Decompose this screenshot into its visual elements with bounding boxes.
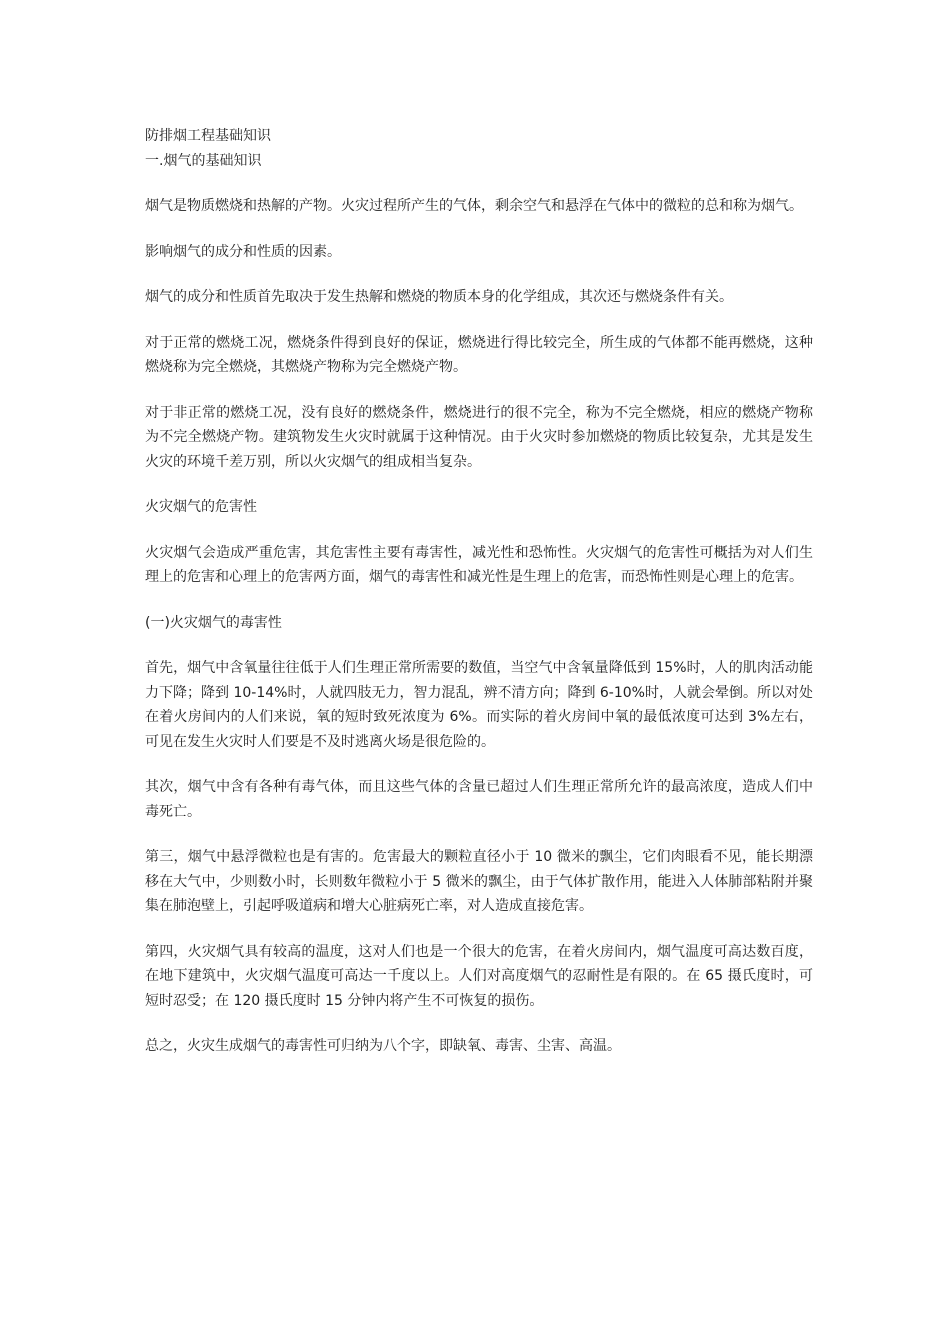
document-page: [145, 124, 813, 1080]
paragraph-oxygen-deficiency: 首先，烟气中含氧量往往低于人们生理正常所需要的数值，当空气中含氧量降低到 15%时，人的肌肉活动能力下降；降到 10-14%时，人就四肢无力，智力混乱，辨不清方向；降到 6-10%时，人就会晕倒。所以对处在着火房间内的人们来说，氧的短时致死浓度为 6%。而实际的着火房间中氧的最低浓度可达到 3%左右，可见在发生火灾时人们要是不及时逃离火场是很危险的。: [145, 660, 813, 750]
paragraph-toxic-gases: 其次，烟气中含有各种有毒气体，而且这些气体的含量已超过人们生理正常所允许的最高浓度，造成人们中毒死亡。: [145, 779, 813, 820]
document-header: [145, 124, 813, 173]
section-heading: 一.烟气的基础知识: [145, 152, 262, 169]
paragraph-influencing-factors: 影响烟气的成分和性质的因素。: [145, 243, 341, 260]
paragraph-particulates: 第三，烟气中悬浮微粒也是有害的。危害最大的颗粒直径小于 10 微米的飘尘，它们肉眼看不见，能长期漂移在大气中，少则数小时，长则数年微粒小于 5 微米的飘尘，由于气体扩散作用，能进入人体肺部粘附并聚集在肺泡壁上，引起呼吸道病和增大心脏病死亡率，对人造成直接危害。: [145, 849, 813, 914]
document-title: 防排烟工程基础知识: [145, 128, 271, 144]
paragraph-composition: 烟气的成分和性质首先取决于发生热解和燃烧的物质本身的化学组成，其次还与燃烧条件有关。: [145, 289, 733, 305]
paragraph-smoke-definition: 烟气是物质燃烧和热解的产物。火灾过程所产生的气体，剩余空气和悬浮在气体中的微粒的总和称为烟气。: [145, 198, 803, 214]
paragraph-incomplete-combustion: 对于非正常的燃烧工况，没有良好的燃烧条件，燃烧进行的很不完全，称为不完全燃烧，相应的燃烧产物称为不完全燃烧产物。建筑物发生火灾时就属于这种情况。由于火灾时参加燃烧的物质比较复杂，尤其是发生火灾的环境千差万别，所以火灾烟气的组成相当复杂。: [145, 404, 813, 470]
paragraph-summary: 总之，火灾生成烟气的毒害性可归纳为八个字，即缺氧、毒害、尘害、高温。: [145, 1038, 621, 1054]
paragraph-high-temperature: 第四，火灾烟气具有较高的温度，这对人们也是一个很大的危害，在着火房间内，烟气温度可高达数百度，在地下建筑中，火灾烟气温度可高达一千度以上。人们对高度烟气的忍耐性是有限的。在 65 摄氏度时，可短时忍受；在 120 摄氏度时 15 分钟内将产生不可恢复的损伤。: [145, 943, 813, 1009]
paragraph-complete-combustion: 对于正常的燃烧工况，燃烧条件得到良好的保证，燃烧进行得比较完全，所生成的气体都不能再燃烧，这种燃烧称为完全燃烧，其燃烧产物称为完全燃烧产物。: [145, 334, 813, 375]
paragraph-hazards-overview: 火灾烟气会造成严重危害，其危害性主要有毒害性，减光性和恐怖性。火灾烟气的危害性可概括为对人们生理上的危害和心理上的危害两方面，烟气的毒害性和减光性是生理上的危害，而恐怖性则是心理上的危害。: [145, 544, 813, 585]
paragraph-toxicity-heading: (一)火灾烟气的毒害性: [145, 614, 282, 631]
paragraph-hazards-heading: 火灾烟气的危害性: [145, 499, 257, 515]
